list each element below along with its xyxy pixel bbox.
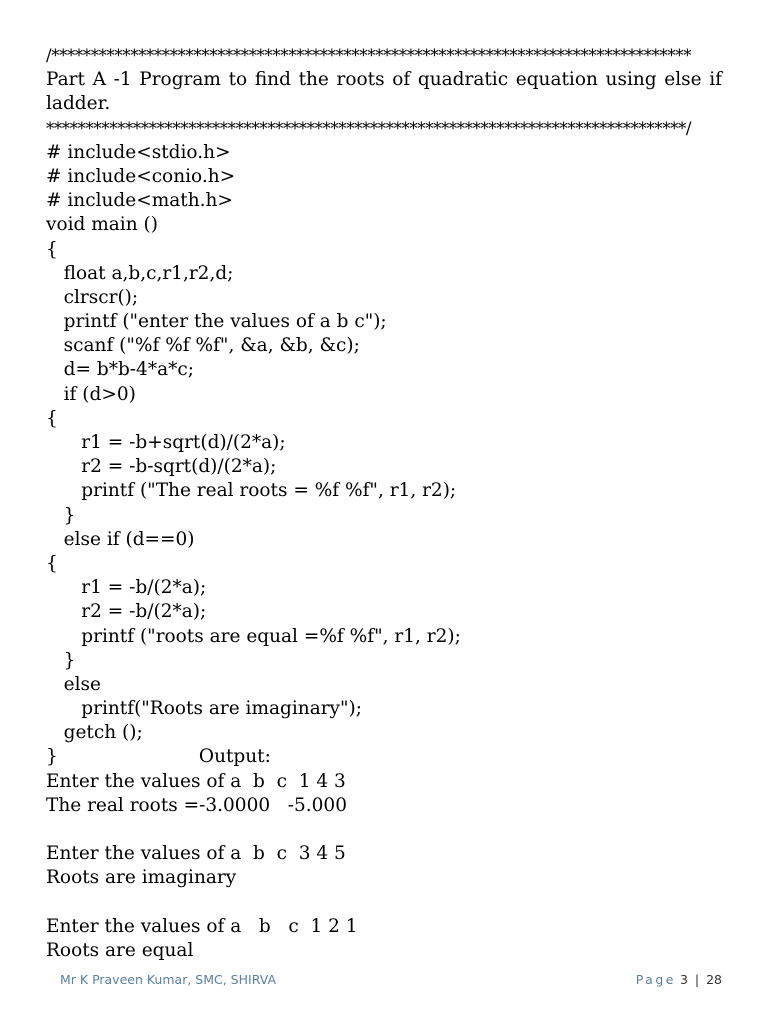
output-line: Roots are imaginary	[46, 867, 237, 889]
footer-page-number: 3	[679, 972, 688, 987]
code-line-output-heading: } Output:	[46, 746, 271, 768]
code-line: # include<stdio.h>	[46, 141, 231, 163]
footer-separator: |	[694, 972, 700, 987]
code-line: printf ("The real roots = %f %f", r1, r2);	[46, 480, 457, 502]
footer-page-info	[636, 972, 722, 987]
code-line: else	[46, 673, 101, 695]
code-line: printf ("enter the values of a b c");	[46, 311, 387, 333]
code-line: float a,b,c,r1,r2,d;	[46, 262, 234, 284]
code-line: else if (d==0)	[46, 528, 195, 550]
code-line: getch ();	[46, 722, 143, 744]
output-line: Enter the values of a b c 1 2 1	[46, 915, 358, 937]
code-line: if (d>0)	[46, 383, 136, 405]
page-footer	[60, 972, 722, 990]
footer-author: Mr K Praveen Kumar, SMC, SHIRVA	[60, 972, 276, 987]
program-title-line-2: ladder.	[46, 93, 111, 115]
footer-page-word: Page	[635, 972, 676, 987]
code-line: printf("Roots are imaginary");	[46, 698, 362, 720]
code-line: {	[46, 238, 58, 260]
code-line: r1 = -b/(2*a);	[46, 577, 207, 599]
code-line: r1 = -b+sqrt(d)/(2*a);	[46, 432, 286, 453]
source-code-block	[46, 141, 722, 770]
output-line: Enter the values of a b c 1 4 3	[46, 770, 346, 792]
code-line: # include<conio.h>	[46, 165, 236, 187]
comment-close-line: *********************************************************************************/	[46, 118, 692, 138]
code-line: printf ("roots are equal =%f %f", r1, r2);	[46, 625, 461, 647]
document-page	[46, 44, 722, 963]
output-line: The real roots =-3.0000 -5.000	[46, 794, 347, 816]
code-line: r2 = -b/(2*a);	[46, 601, 207, 623]
output-blank-line	[46, 818, 722, 842]
output-line: Enter the values of a b c 3 4 5	[46, 843, 346, 865]
comment-open-line: /*********************************************************************************	[46, 46, 692, 65]
code-line: }	[46, 649, 76, 671]
code-line: clrscr();	[46, 286, 139, 308]
program-title-line-1: Part A -1 Program to find the roots of quadratic equation using else if	[46, 69, 722, 91]
footer-total-pages: 28	[706, 972, 722, 987]
output-line: Roots are equal	[46, 939, 194, 961]
code-line: r2 = -b-sqrt(d)/(2*a);	[46, 456, 277, 478]
code-line: d= b*b-4*a*c;	[46, 359, 194, 381]
program-output-block	[46, 770, 722, 964]
code-line: scanf ("%f %f %f", &a, &b, &c);	[46, 335, 360, 357]
code-line: }	[46, 504, 76, 526]
code-line: {	[46, 407, 58, 429]
output-blank-line	[46, 891, 722, 915]
code-line: {	[46, 552, 58, 574]
code-line: # include<math.h>	[46, 190, 233, 212]
code-line: void main ()	[46, 214, 158, 236]
